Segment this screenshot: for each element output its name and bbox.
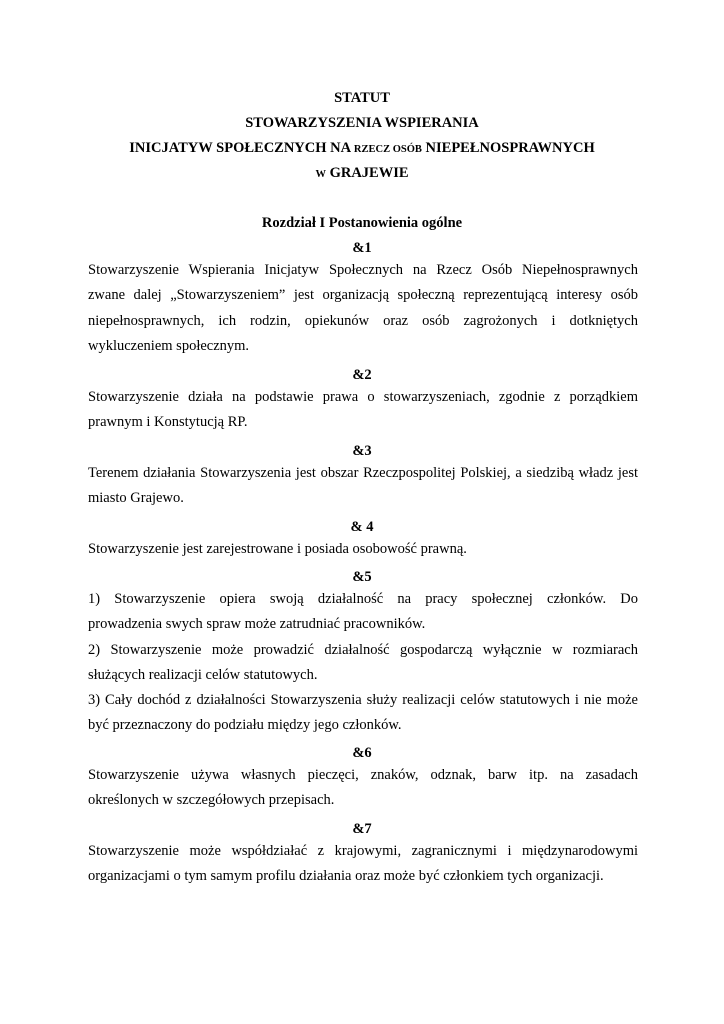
paragraph-line: 2) Stowarzyszenie może prowadzić działalność gospodarczą wyłącznie w rozmiarach: [88, 641, 638, 658]
paragraph-line: Stowarzyszenie Wspierania Inicjatyw Społecznych na Rzecz Osób Niepełnosprawnych: [88, 262, 638, 278]
section-3-paragraph: [88, 461, 638, 512]
section-mark-4: & 4: [350, 519, 374, 535]
paragraph-line: organizacjami o tym samym profilu działania oraz może być członkiem tych organizacji.: [88, 868, 604, 885]
chapter-heading: Rozdział I Postanowienia ogólne: [261, 215, 463, 231]
section-7-paragraph: [88, 839, 638, 890]
section-mark-1: &1: [352, 240, 372, 256]
title-line-organization: STOWARZYSZENIA WSPIERANIA: [245, 115, 479, 131]
paragraph-line: Stowarzyszenie używa własnych pieczęci, znaków, odznak, barw itp. na zasadach: [88, 767, 638, 783]
paragraph-line: być przeznaczony do podziału między jego członków.: [88, 717, 402, 734]
section-1-paragraph: [88, 258, 638, 359]
paragraph-line: niepełnosprawnych, ich rodzin, opiekunów oraz osób zagrożonych i dotkniętych: [88, 312, 638, 329]
title-line3-part-a: INICJATYW SPOŁECZNYCH NA: [129, 140, 351, 156]
section-5-paragraph: [88, 587, 638, 739]
title-line-initiatives: [0, 139, 724, 159]
paragraph-line: miasto Grajewo.: [88, 490, 184, 507]
title-line-statut: STATUT: [334, 90, 390, 106]
paragraph-line: Stowarzyszenie może współdziałać z krajowymi, zagranicznymi i międzynarodowymi: [88, 843, 638, 859]
section-mark-7: &7: [352, 821, 372, 837]
section-mark-6: &6: [352, 745, 372, 761]
paragraph-line: służących realizacji celów statutowych.: [88, 666, 318, 683]
paragraph-line: 3) Cały dochód z działalności Stowarzyszenia służy realizacji celów statutowych i nie może: [88, 692, 638, 709]
paragraph-line: prowadzenia swych spraw może zatrudniać pracowników.: [88, 616, 426, 633]
paragraph-line: Stowarzyszenie jest zarejestrowane i posiada osobowość prawną.: [88, 541, 467, 557]
title-line3-part-b: NIEPEŁNOSPRAWNYCH: [425, 140, 595, 156]
paragraph-line: prawnym i Konstytucją RP.: [88, 414, 248, 431]
paragraph-line: 1) Stowarzyszenie opiera swoją działalność na pracy społecznej członków. Do: [88, 591, 638, 607]
paragraph-line: określonych w szczegółowych przepisach.: [88, 792, 335, 809]
section-2-paragraph: [88, 385, 638, 436]
paragraph-line: zwane dalej „Stowarzyszeniem” jest organizacją społeczną reprezentującą interesy osób: [88, 287, 638, 304]
title-line4-city: GRAJEWIE: [329, 165, 409, 181]
paragraph-line: Terenem działania Stowarzyszenia jest obszar Rzeczpospolitej Polskiej, a siedzibą władz jest: [88, 465, 638, 481]
title-line4-smallcaps: W: [315, 169, 326, 180]
section-mark-3: &3: [352, 443, 372, 459]
paragraph-line: Stowarzyszenie działa na podstawie prawa o stowarzyszeniach, zgodnie z porządkiem: [88, 389, 638, 405]
paragraph-line: wykluczeniem społecznym.: [88, 337, 250, 354]
section-mark-2: &2: [352, 367, 372, 383]
section-mark-5: &5: [352, 569, 372, 585]
title-line-city: [0, 164, 724, 184]
title-line3-smallcaps: RZECZ OSÓB: [353, 144, 422, 155]
section-6-paragraph: [88, 763, 638, 814]
section-4-paragraph: [88, 537, 638, 562]
